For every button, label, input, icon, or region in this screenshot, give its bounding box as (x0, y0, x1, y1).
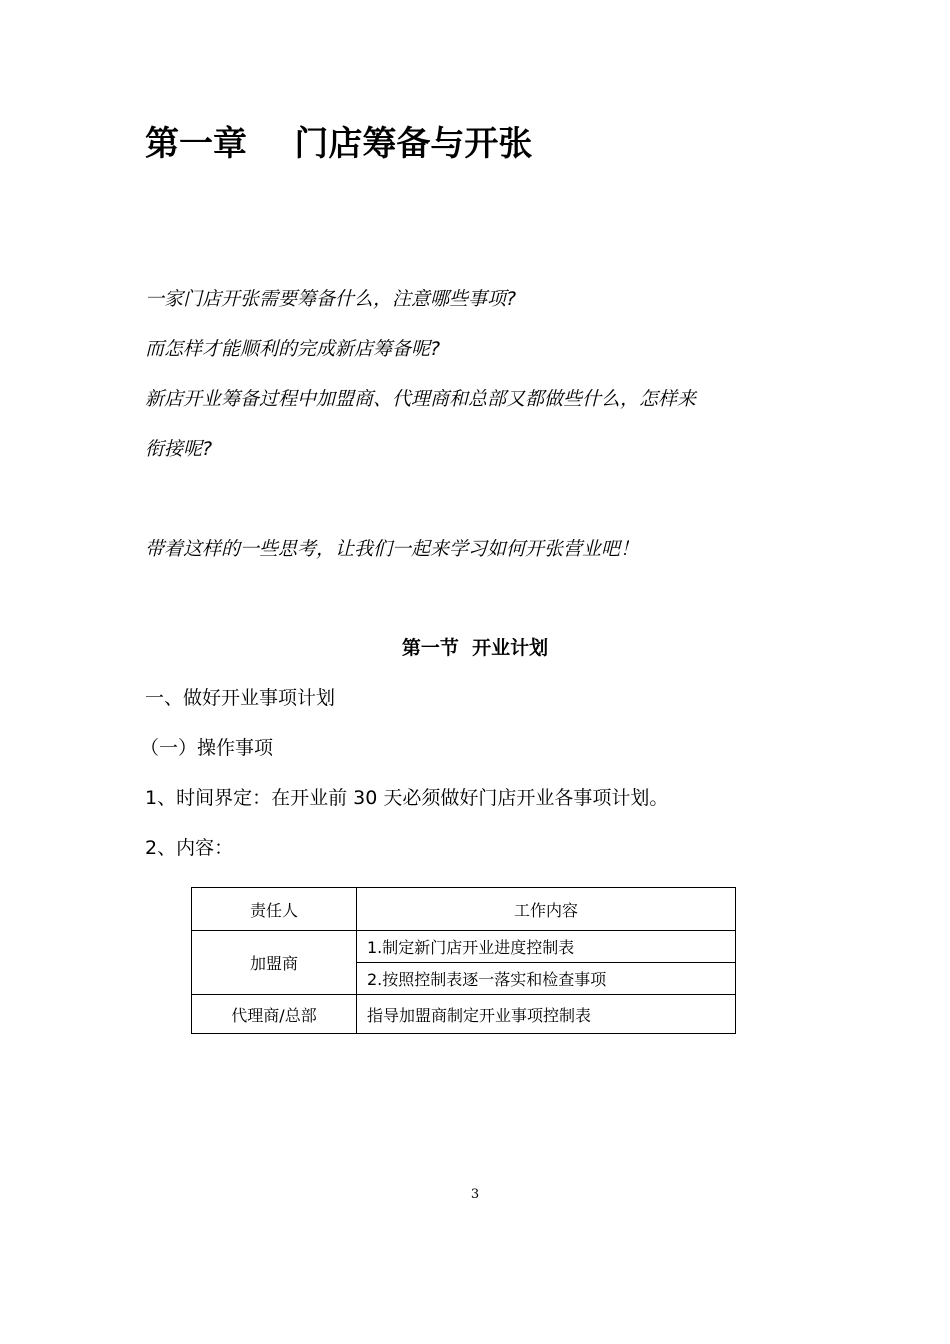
list-item: 1、时间界定：在开业前 30 天必须做好门店开业各事项计划。 (145, 787, 669, 809)
heading-level-1: 一、做好开业事项计划 (145, 687, 336, 709)
cell-task: 指导加盟商制定开业事项控制表 (357, 995, 736, 1034)
intro-closing: 带着这样的一些思考，让我们一起来学习如何开张营业吧！ (145, 538, 640, 560)
cell-task: 1.制定新门店开业进度控制表 (357, 931, 736, 963)
heading-level-2: （一）操作事项 (140, 737, 274, 759)
intro-line: 新店开业筹备过程中加盟商、代理商和总部又都做些什么，怎样来 (145, 388, 697, 410)
intro-line: 一家门店开张需要筹备什么，注意哪些事项? (145, 288, 517, 310)
cell-task: 2.按照控制表逐一落实和检查事项 (357, 963, 736, 995)
list-item: 2、内容： (145, 837, 234, 859)
table-row (192, 995, 736, 1034)
chapter-title: 第一章 门店筹备与开张 (145, 124, 533, 164)
column-header-tasks: 工作内容 (357, 888, 736, 931)
table-row (192, 931, 736, 963)
column-header-person: 责任人 (192, 888, 357, 931)
intro-line: 衔接呢? (145, 438, 213, 460)
intro-line: 而怎样才能顺利的完成新店筹备呢? (145, 338, 441, 360)
responsibility-table (191, 887, 736, 1034)
page-number: 3 (470, 1187, 480, 1202)
cell-person: 加盟商 (192, 931, 357, 995)
cell-person: 代理商/总部 (192, 995, 357, 1034)
table-header-row (192, 888, 736, 931)
section-title: 第一节 开业计划 (401, 637, 549, 659)
